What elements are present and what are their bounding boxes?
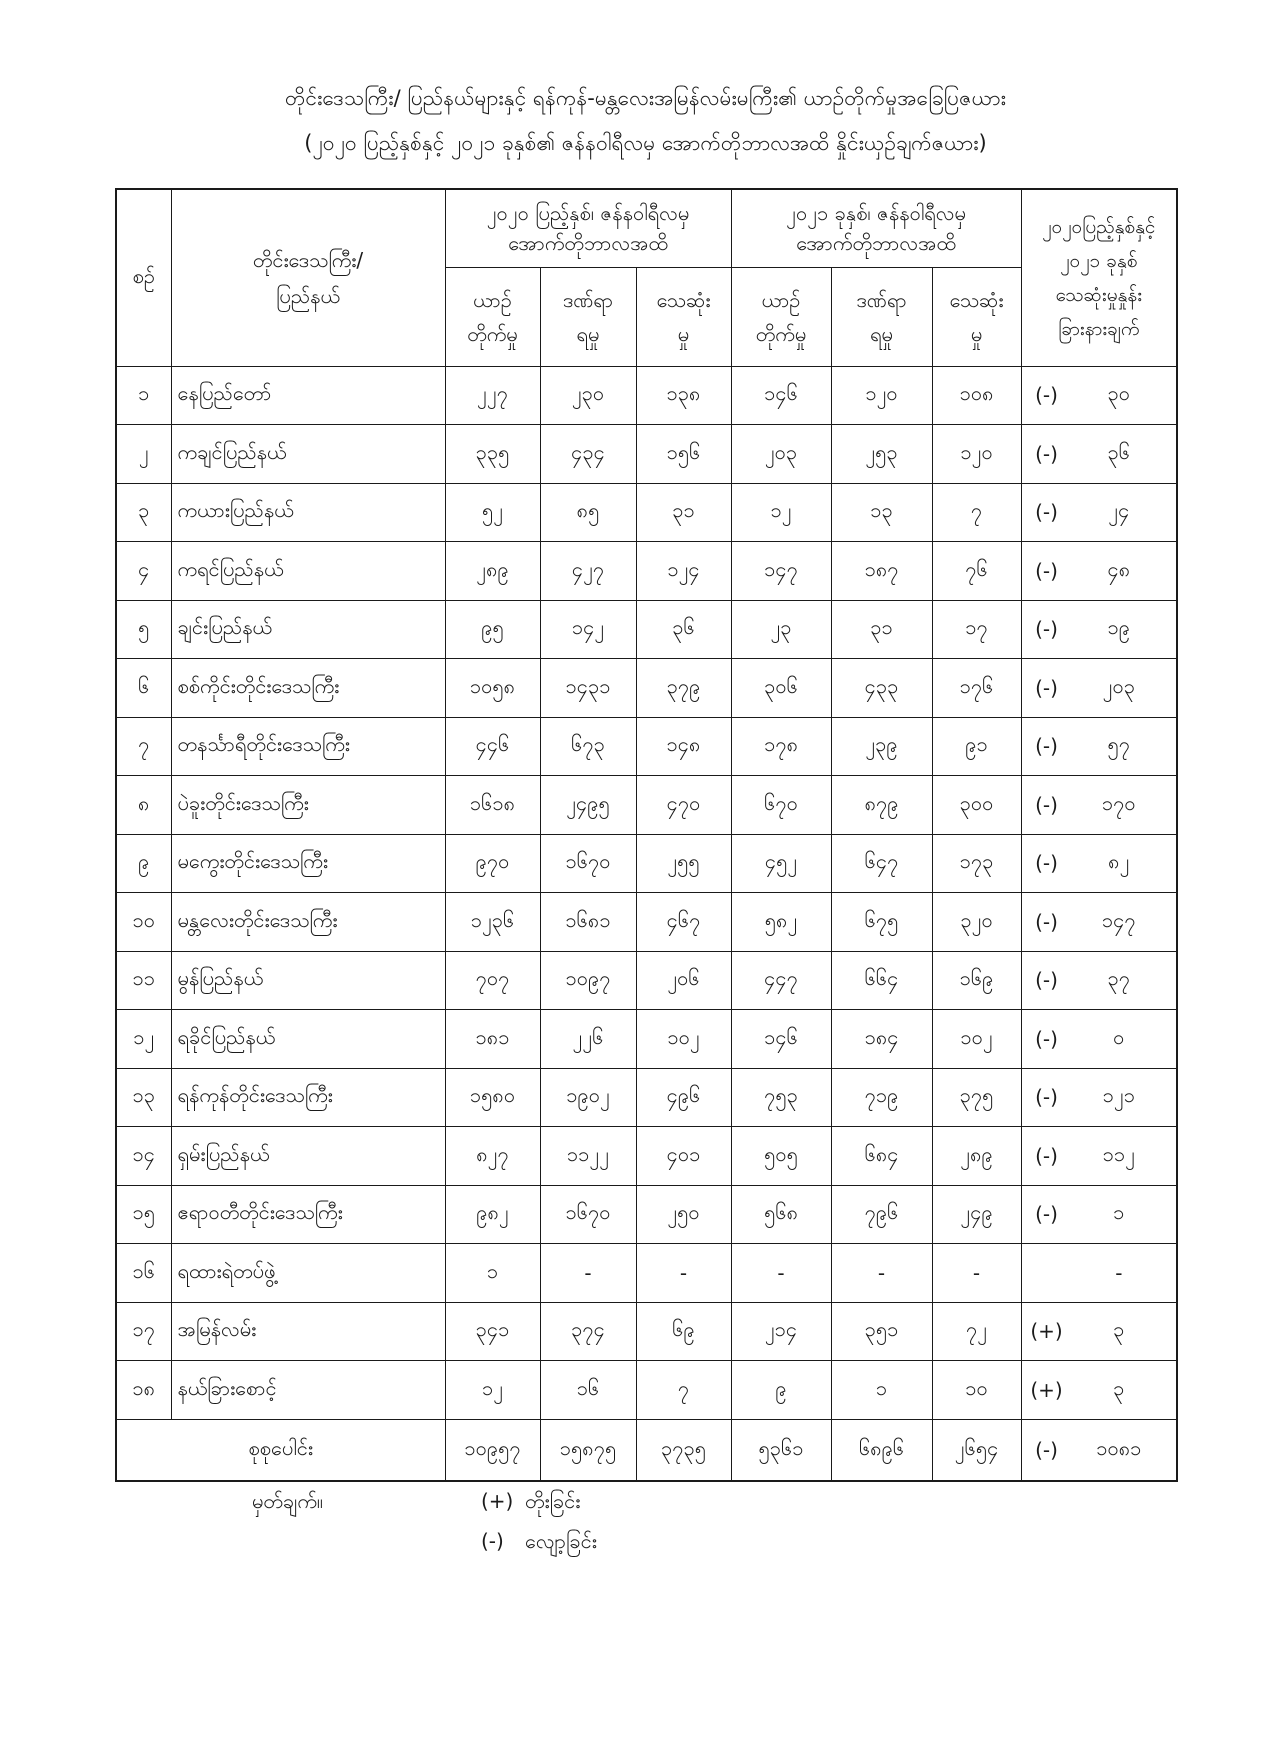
- table-row: [116, 834, 1177, 893]
- death-difference-cell: [1021, 717, 1177, 776]
- table-body: [116, 366, 1177, 1419]
- injuries-2020-cell: ၄၂၇: [540, 542, 636, 601]
- table-row: [116, 717, 1177, 776]
- title-line-1: တိုင်းဒေသကြီး/ ပြည်နယ်များနှင့် ရန်ကုန်-မန္တလေးအမြန်လမ်းမကြီး၏ ယာဉ်တိုက်မှုအခြေပြဇယား: [284, 86, 1007, 110]
- serial-number-cell: ၇: [116, 717, 171, 776]
- period-2021-header: [731, 189, 1021, 267]
- change-sign: (-): [1035, 1143, 1058, 1168]
- accidents-2020-cell: ၉၅: [445, 600, 540, 659]
- difference-layout: [1022, 556, 1177, 586]
- difference-layout: [1022, 1141, 1177, 1171]
- injuries-2021-cell: ၆၈၄: [831, 1127, 932, 1186]
- footnotes: [0, 1486, 1275, 1576]
- injuries-2021-cell: ၂၅၃: [831, 425, 932, 484]
- death-difference-cell: [1021, 1361, 1177, 1420]
- accidents-2021-header: [731, 267, 831, 366]
- note-text: လျော့ခြင်း: [525, 1529, 597, 1553]
- injuries-2020-cell: ၄၃၄: [540, 425, 636, 484]
- table-row: [116, 1010, 1177, 1069]
- change-sign: (+): [1030, 1319, 1063, 1344]
- sub-header-line-1: ဒဏ်ရာ: [562, 287, 614, 312]
- difference-layout: [1022, 497, 1177, 527]
- region-name-cell: ချင်းပြည်နယ်: [171, 600, 445, 659]
- table-row: [116, 1068, 1177, 1127]
- serial-header: စဉ်: [116, 189, 171, 366]
- injuries-2020-header: [540, 267, 636, 366]
- injuries-2021-cell: ၈၇၉: [831, 776, 932, 835]
- accidents-2020-cell: ၁၅၈၀: [445, 1068, 540, 1127]
- table-row: [116, 1244, 1177, 1303]
- difference-value: ၈၂: [1108, 849, 1130, 874]
- death-difference-cell: [1021, 1185, 1177, 1244]
- serial-number-cell: ၁၂: [116, 1010, 171, 1069]
- region-name-cell: ရထားရဲတပ်ဖွဲ့: [171, 1244, 445, 1303]
- accident-comparison-table: [115, 188, 1178, 1482]
- difference-value: ၃၀: [1107, 381, 1131, 406]
- deaths-2021-cell: ၇၂: [932, 1302, 1021, 1361]
- difference-header-line-2: ၂၀၂၁ ခုနှစ်: [1060, 249, 1138, 272]
- total-injuries-2021: ၆၈၉၆: [831, 1419, 932, 1481]
- change-sign: (-): [1035, 441, 1058, 466]
- death-difference-cell: [1021, 1010, 1177, 1069]
- injuries-2020-cell: ၁၆၇၀: [540, 1185, 636, 1244]
- deaths-2020-cell: ၃၁: [636, 483, 731, 542]
- accidents-2021-cell: ၂၃: [731, 600, 831, 659]
- deaths-2021-cell: ၇၆: [932, 542, 1021, 601]
- difference-layout: [1022, 848, 1177, 878]
- deaths-2020-cell: ၁၅၆: [636, 425, 731, 484]
- deaths-2021-cell: -: [932, 1244, 1021, 1303]
- deaths-2021-cell: ၁၀: [932, 1361, 1021, 1420]
- injuries-2020-cell: ၁၆: [540, 1361, 636, 1420]
- table-row: [116, 1127, 1177, 1186]
- accidents-2020-cell: ၁၈၁: [445, 1010, 540, 1069]
- accidents-2021-cell: ၅၈၂: [731, 893, 831, 952]
- period-2021-header-line-2: အောက်တိုဘာလအထိ: [796, 231, 956, 256]
- deaths-2021-cell: ၁၆၉: [932, 951, 1021, 1010]
- difference-value: -: [1115, 1260, 1123, 1285]
- injuries-2021-cell: ၆၆၄: [831, 951, 932, 1010]
- injuries-2021-cell: ၂၃၉: [831, 717, 932, 776]
- serial-number-cell: ၁: [116, 366, 171, 425]
- difference-value: ၁၁၂: [1102, 1141, 1135, 1166]
- accidents-2021-cell: ၁၇၈: [731, 717, 831, 776]
- difference-value: ၁၉: [1107, 615, 1131, 640]
- deaths-2021-cell: ၂၄၉: [932, 1185, 1021, 1244]
- serial-number-cell: ၁၅: [116, 1185, 171, 1244]
- difference-value: ၃၆: [1107, 439, 1131, 464]
- deaths-2021-cell: ၁၂၀: [932, 425, 1021, 484]
- change-sign: (-): [1035, 792, 1058, 817]
- sub-header-line-2: တိုက်မှု: [467, 321, 518, 346]
- death-difference-header: [1021, 189, 1177, 366]
- difference-layout: [1022, 1082, 1177, 1112]
- change-sign: (-): [1035, 851, 1058, 876]
- sub-header-line-1: ယာဉ်: [473, 287, 512, 312]
- sub-header-line-1: ဒဏ်ရာ: [856, 287, 907, 312]
- deaths-2020-cell: ၂၅၀: [636, 1185, 731, 1244]
- document-title: [60, 76, 1231, 166]
- accidents-2020-cell: ၉၇၀: [445, 834, 540, 893]
- deaths-2021-cell: ၁၇၆: [932, 659, 1021, 718]
- table-row: [116, 1185, 1177, 1244]
- change-sign: (-): [1035, 1202, 1058, 1227]
- deaths-2020-cell: ၂၀၆: [636, 951, 731, 1010]
- injuries-2021-cell: ၄၃၃: [831, 659, 932, 718]
- difference-layout: [1022, 1375, 1177, 1405]
- death-difference-cell: [1021, 425, 1177, 484]
- table-row: [116, 483, 1177, 542]
- serial-number-cell: ၁၈: [116, 1361, 171, 1420]
- change-sign: (-): [1035, 968, 1058, 993]
- injuries-2021-cell: ၇၁၉: [831, 1068, 932, 1127]
- deaths-2021-cell: ၁၇၃: [932, 834, 1021, 893]
- accidents-2020-cell: ၁၆၁၈: [445, 776, 540, 835]
- period-2020-header-line-2: အောက်တိုဘာလအထိ: [508, 231, 668, 256]
- difference-header-line-3: သေဆုံးမှုနှုန်း: [1055, 283, 1143, 306]
- difference-layout: [1022, 1261, 1177, 1285]
- serial-number-cell: ၆: [116, 659, 171, 718]
- difference-layout: [1022, 673, 1177, 703]
- table-row: [116, 776, 1177, 835]
- serial-number-cell: ၉: [116, 834, 171, 893]
- death-difference-cell: [1021, 1127, 1177, 1186]
- difference-layout: [1022, 965, 1177, 995]
- accidents-2020-cell: ၅၂: [445, 483, 540, 542]
- change-sign: (-): [1035, 617, 1058, 642]
- death-difference-cell: [1021, 483, 1177, 542]
- injuries-2021-cell: ၁၂၀: [831, 366, 932, 425]
- difference-layout: [1022, 731, 1177, 761]
- total-deaths-2020: ၃၇၃၅: [636, 1419, 731, 1481]
- note-text: တိုးခြင်း: [525, 1489, 581, 1513]
- injuries-2021-cell: ၁: [831, 1361, 932, 1420]
- accidents-2020-cell: ၄၄၆: [445, 717, 540, 776]
- deaths-2020-cell: ၁၂၄: [636, 542, 731, 601]
- deaths-2020-cell: ၆၉: [636, 1302, 731, 1361]
- accidents-2021-cell: ၁၄၆: [731, 366, 831, 425]
- deaths-2020-cell: -: [636, 1244, 731, 1303]
- table-row: [116, 951, 1177, 1010]
- region-name-cell: ရခိုင်ပြည်နယ်: [171, 1010, 445, 1069]
- sub-header-line-1: သေဆုံး: [656, 287, 711, 312]
- injuries-2021-cell: ၃၅၁: [831, 1302, 932, 1361]
- accidents-2021-cell: ၁၄၆: [731, 1010, 831, 1069]
- note-item-decrease: [481, 1526, 597, 1556]
- change-sign: (-): [1035, 909, 1058, 934]
- region-name-cell: ပဲခူးတိုင်းဒေသကြီး: [171, 776, 445, 835]
- region-name-cell: မကွေးတိုင်းဒေသကြီး: [171, 834, 445, 893]
- injuries-2020-cell: ၁၄၂: [540, 600, 636, 659]
- serial-number-cell: ၁၄: [116, 1127, 171, 1186]
- deaths-2021-cell: ၃၂၀: [932, 893, 1021, 952]
- deaths-2020-cell: ၁၀၂: [636, 1010, 731, 1069]
- note-item-increase: [481, 1486, 580, 1516]
- accidents-2021-cell: ၄၄၇: [731, 951, 831, 1010]
- deaths-2021-cell: ၃၇၅: [932, 1068, 1021, 1127]
- serial-number-cell: ၁၃: [116, 1068, 171, 1127]
- table-row: [116, 542, 1177, 601]
- header-row-1: [116, 189, 1177, 267]
- change-sign: (-): [1035, 1437, 1058, 1462]
- accidents-2020-cell: ၁: [445, 1244, 540, 1303]
- difference-value: ၄၈: [1107, 556, 1131, 581]
- region-name-cell: ကရင်ပြည်နယ်: [171, 542, 445, 601]
- total-row: [116, 1419, 1177, 1481]
- accidents-2021-cell: ၂၁၄: [731, 1302, 831, 1361]
- note-sign: (+): [481, 1489, 514, 1513]
- notes-label: မှတ်ချက်။: [252, 1489, 323, 1513]
- accidents-2021-cell: ၆၇၀: [731, 776, 831, 835]
- region-name-cell: မွန်ပြည်နယ်: [171, 951, 445, 1010]
- injuries-2021-cell: ၁၈၄: [831, 1010, 932, 1069]
- death-difference-cell: [1021, 893, 1177, 952]
- injuries-2020-cell: ၂၂၆: [540, 1010, 636, 1069]
- death-difference-cell: [1021, 542, 1177, 601]
- accidents-2020-cell: ၂၈၉: [445, 542, 540, 601]
- table-row: [116, 659, 1177, 718]
- serial-number-cell: ၈: [116, 776, 171, 835]
- sub-header-line-2: ရမှု: [576, 321, 600, 346]
- difference-value: ၁၇၀: [1101, 790, 1136, 815]
- region-name-cell: ရှမ်းပြည်နယ်: [171, 1127, 445, 1186]
- death-difference-cell: [1021, 600, 1177, 659]
- table-row: [116, 893, 1177, 952]
- death-difference-cell: [1021, 659, 1177, 718]
- difference-layout: [1022, 380, 1177, 410]
- total-label: စုစုပေါင်း: [116, 1419, 445, 1481]
- region-name-cell: နယ်ခြားစောင့်: [171, 1361, 445, 1420]
- injuries-2021-cell: ၆၇၅: [831, 893, 932, 952]
- difference-value: ၃: [1113, 1375, 1125, 1400]
- deaths-2020-cell: ၇: [636, 1361, 731, 1420]
- death-difference-cell: [1021, 1068, 1177, 1127]
- difference-layout: [1022, 1024, 1177, 1054]
- difference-value: ၁: [1113, 1200, 1125, 1225]
- accidents-2020-header: [445, 267, 540, 366]
- accidents-2020-cell: ၈၂၇: [445, 1127, 540, 1186]
- difference-value: ၁၂၁: [1102, 1083, 1135, 1108]
- region-header-line-1: တိုင်းဒေသကြီး/: [252, 247, 364, 272]
- injuries-2021-cell: ၆၄၇: [831, 834, 932, 893]
- table-footer: [116, 1419, 1177, 1481]
- difference-layout: [1022, 907, 1177, 937]
- table-row: [116, 425, 1177, 484]
- accidents-2021-cell: ၁၄၇: [731, 542, 831, 601]
- difference-layout: [1022, 1199, 1177, 1229]
- difference-value: ၂၀၃: [1102, 673, 1135, 698]
- region-name-cell: ကချင်ပြည်နယ်: [171, 425, 445, 484]
- deaths-2020-cell: ၄၀၁: [636, 1127, 731, 1186]
- deaths-2021-cell: ၁၀၂: [932, 1010, 1021, 1069]
- injuries-2020-cell: ၈၅: [540, 483, 636, 542]
- accidents-2021-cell: ၅၆၈: [731, 1185, 831, 1244]
- change-sign: (-): [1035, 500, 1058, 525]
- total-deaths-2021: ၂၆၅၄: [932, 1419, 1021, 1481]
- region-name-cell: ဧရာဝတီတိုင်းဒေသကြီး: [171, 1185, 445, 1244]
- injuries-2020-cell: ၆၇၃: [540, 717, 636, 776]
- accidents-2021-cell: ၁၂: [731, 483, 831, 542]
- accidents-2021-cell: ၅၀၅: [731, 1127, 831, 1186]
- change-sign: (-): [1035, 1085, 1058, 1110]
- deaths-2020-header: [636, 267, 731, 366]
- difference-value: ၁၀၈၁: [1096, 1435, 1142, 1460]
- table-row: [116, 1302, 1177, 1361]
- difference-layout: [1022, 1435, 1177, 1465]
- serial-number-cell: ၁၇: [116, 1302, 171, 1361]
- deaths-2020-cell: ၄၇၀: [636, 776, 731, 835]
- total-accidents-2020: ၁၀၉၅၇: [445, 1419, 540, 1481]
- deaths-2020-cell: ၃၆: [636, 600, 731, 659]
- injuries-2021-cell: -: [831, 1244, 932, 1303]
- difference-value: ၅၇: [1107, 732, 1131, 757]
- deaths-2020-cell: ၃၇၉: [636, 659, 731, 718]
- change-sign: (-): [1035, 383, 1058, 408]
- deaths-2020-cell: ၁၄၈: [636, 717, 731, 776]
- accidents-2020-cell: ၃၄၁: [445, 1302, 540, 1361]
- accidents-2021-cell: ၇၅၃: [731, 1068, 831, 1127]
- accidents-2021-cell: ၂၀၃: [731, 425, 831, 484]
- change-sign: (-): [1035, 558, 1058, 583]
- difference-header-line-4: ခြားနားချက်: [1058, 317, 1140, 340]
- difference-value: ၂၄: [1108, 498, 1130, 523]
- injuries-2020-cell: ၁၆၇၀: [540, 834, 636, 893]
- death-difference-cell: [1021, 951, 1177, 1010]
- injuries-2020-cell: -: [540, 1244, 636, 1303]
- death-difference-cell: [1021, 1302, 1177, 1361]
- period-2021-header-line-1: ၂၀၂၁ ခုနှစ်၊ ဇန်နဝါရီလမှ: [786, 201, 966, 226]
- deaths-2021-cell: ၂၈၉: [932, 1127, 1021, 1186]
- accidents-2021-cell: ၃၀၆: [731, 659, 831, 718]
- deaths-2021-cell: ၇: [932, 483, 1021, 542]
- difference-value: ၀: [1113, 1024, 1125, 1049]
- difference-layout: [1022, 614, 1177, 644]
- serial-number-cell: ၅: [116, 600, 171, 659]
- injuries-2020-cell: ၁၆၈၁: [540, 893, 636, 952]
- accidents-2020-cell: ၁၂၃၆: [445, 893, 540, 952]
- sub-header-line-2: မှု: [677, 321, 690, 346]
- deaths-2020-cell: ၂၅၅: [636, 834, 731, 893]
- injuries-2021-cell: ၇၉၆: [831, 1185, 932, 1244]
- deaths-2021-cell: ၁၇: [932, 600, 1021, 659]
- deaths-2020-cell: ၄၆၇: [636, 893, 731, 952]
- accidents-2020-cell: ၁၂: [445, 1361, 540, 1420]
- accidents-2020-cell: ၃၃၅: [445, 425, 540, 484]
- region-name-cell: အမြန်လမ်း: [171, 1302, 445, 1361]
- injuries-2020-cell: ၁၀၉၇: [540, 951, 636, 1010]
- region-header-line-2: ပြည်နယ်: [276, 283, 340, 308]
- difference-layout: [1022, 790, 1177, 820]
- injuries-2020-cell: ၁၉၀၂: [540, 1068, 636, 1127]
- title-line-2: (၂၀၂၀ ပြည့်နှစ်နှင့် ၂၀၂၁ ခုနှစ်၏ ဇန်နဝါရီလမှ အောက်တိုဘာလအထိ နှိုင်းယှဉ်ချက်ဇယား): [304, 131, 987, 155]
- table-header: [116, 189, 1177, 366]
- total-death-difference: [1021, 1419, 1177, 1481]
- death-difference-cell: [1021, 834, 1177, 893]
- injuries-2021-cell: ၁၃: [831, 483, 932, 542]
- injuries-2020-cell: ၃၇၄: [540, 1302, 636, 1361]
- change-sign: (-): [1035, 1026, 1058, 1051]
- difference-layout: [1022, 439, 1177, 469]
- accidents-2020-cell: ၁၀၅၈: [445, 659, 540, 718]
- serial-number-cell: ၁၁: [116, 951, 171, 1010]
- region-name-cell: ကယားပြည်နယ်: [171, 483, 445, 542]
- sub-header-line-2: ရမှု: [870, 321, 893, 346]
- accidents-2021-cell: ၉: [731, 1361, 831, 1420]
- change-sign: (-): [1035, 734, 1058, 759]
- sub-header-line-2: မှု: [970, 321, 983, 346]
- accidents-2020-cell: ၇၀၇: [445, 951, 540, 1010]
- serial-number-cell: ၃: [116, 483, 171, 542]
- period-2020-header: [445, 189, 731, 267]
- change-sign: (+): [1030, 1377, 1063, 1402]
- injuries-2020-cell: ၁၁၂၂: [540, 1127, 636, 1186]
- deaths-2021-cell: ၃၀၀: [932, 776, 1021, 835]
- serial-number-cell: ၁၀: [116, 893, 171, 952]
- injuries-2020-cell: ၁၄၃၁: [540, 659, 636, 718]
- death-difference-cell: [1021, 776, 1177, 835]
- deaths-2021-cell: ၁၀၈: [932, 366, 1021, 425]
- total-injuries-2020: ၁၅၈၇၅: [540, 1419, 636, 1481]
- deaths-2020-cell: ၁၃၈: [636, 366, 731, 425]
- difference-value: ၁၄၇: [1101, 907, 1136, 932]
- region-name-cell: နေပြည်တော်: [171, 366, 445, 425]
- difference-layout: [1022, 1316, 1177, 1346]
- table-row: [116, 1361, 1177, 1420]
- serial-number-cell: ၄: [116, 542, 171, 601]
- region-header: [171, 189, 445, 366]
- region-name-cell: တနင်္သာရီတိုင်းဒေသကြီး: [171, 717, 445, 776]
- total-accidents-2021: ၅၃၆၁: [731, 1419, 831, 1481]
- deaths-2021-cell: ၉၁: [932, 717, 1021, 776]
- sub-header-line-2: တိုက်မှု: [755, 321, 807, 346]
- sub-header-line-1: သေဆုံး: [949, 287, 1004, 312]
- table-row: [116, 366, 1177, 425]
- injuries-2020-cell: ၂၄၉၅: [540, 776, 636, 835]
- region-name-cell: ရန်ကုန်တိုင်းဒေသကြီး: [171, 1068, 445, 1127]
- injuries-2021-header: [831, 267, 932, 366]
- serial-number-cell: ၂: [116, 425, 171, 484]
- injuries-2021-cell: ၃၁: [831, 600, 932, 659]
- death-difference-cell: [1021, 1244, 1177, 1303]
- accidents-2021-cell: -: [731, 1244, 831, 1303]
- injuries-2020-cell: ၂၃၀: [540, 366, 636, 425]
- death-difference-cell: [1021, 366, 1177, 425]
- accidents-2020-cell: ၂၂၇: [445, 366, 540, 425]
- sub-header-line-1: ယာဉ်: [761, 287, 801, 312]
- serial-number-cell: ၁၆: [116, 1244, 171, 1303]
- deaths-2021-header: [932, 267, 1021, 366]
- note-sign: (-): [481, 1529, 504, 1553]
- accidents-2020-cell: ၉၈၂: [445, 1185, 540, 1244]
- region-name-cell: မန္တလေးတိုင်းဒေသကြီး: [171, 893, 445, 952]
- period-2020-header-line-1: ၂၀၂၀ ပြည့်နှစ်၊ ဇန်နဝါရီလမှ: [486, 201, 690, 226]
- table-row: [116, 600, 1177, 659]
- difference-value: ၃: [1113, 1317, 1125, 1342]
- region-name-cell: စစ်ကိုင်းတိုင်းဒေသကြီး: [171, 659, 445, 718]
- deaths-2020-cell: ၄၉၆: [636, 1068, 731, 1127]
- injuries-2021-cell: ၁၈၇: [831, 542, 932, 601]
- difference-value: ၃၇: [1107, 966, 1131, 991]
- difference-header-line-1: ၂၀၂၀ပြည့်နှစ်နှင့်: [1042, 215, 1156, 238]
- change-sign: (-): [1035, 675, 1058, 700]
- accidents-2021-cell: ၄၅၂: [731, 834, 831, 893]
